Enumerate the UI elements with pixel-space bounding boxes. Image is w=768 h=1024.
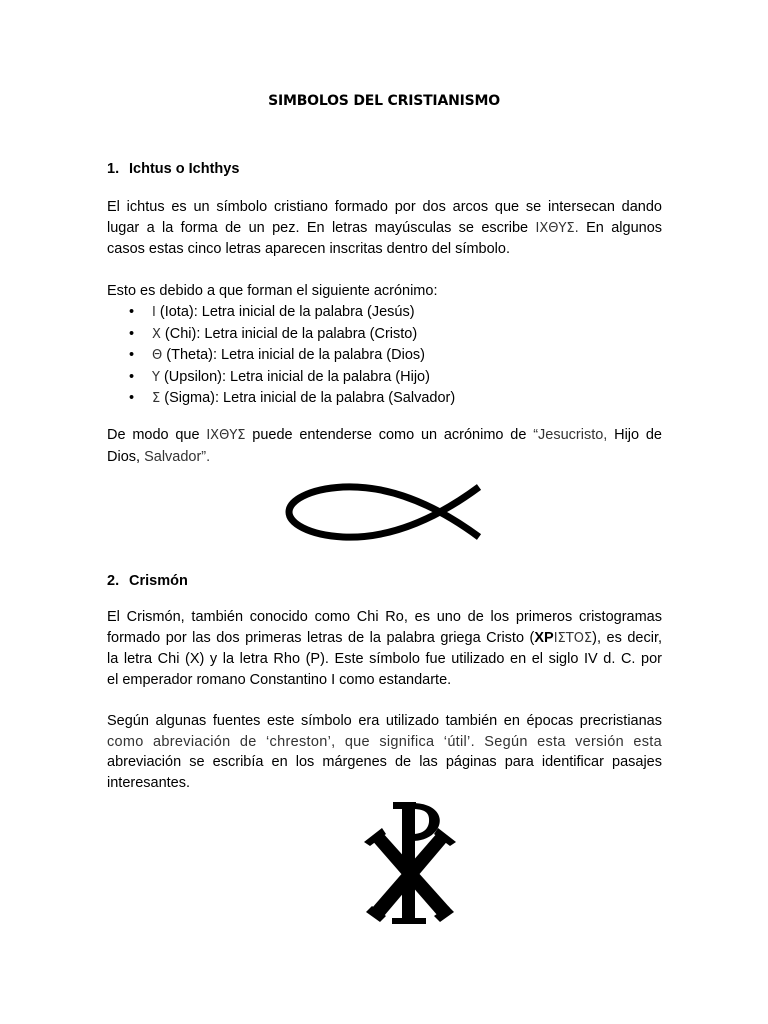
text-line	[107, 425, 662, 447]
text-run: Salvador”.	[144, 448, 211, 465]
text-run: Dios,	[107, 448, 141, 465]
list-item-text: (Theta): Letra inicial de la palabra (Dios)	[162, 347, 425, 363]
bullet-icon: •	[129, 368, 135, 385]
bullet-icon: •	[129, 390, 135, 406]
crismon-description	[107, 607, 662, 691]
section-heading-crismon	[107, 573, 188, 589]
text-line	[107, 218, 662, 240]
text-run: formado por las dos primeras letras de la palabra griega Cristo (	[107, 629, 535, 646]
greek-letter: Σ	[152, 391, 161, 406]
section-title: Ichtus o Ichthys	[129, 161, 240, 177]
bullet-icon: •	[129, 325, 135, 342]
list-item	[107, 388, 455, 410]
list-item	[107, 345, 455, 367]
text-line: la letra Chi (X) y la letra Rho (P). Este símbolo fue utilizado en el siglo IV d. C. por	[107, 651, 662, 668]
text-line: el emperador romano Constantino I como estandarte.	[107, 672, 452, 689]
text-line: El Crismón, también conocido como Chi Ro, es uno de los primeros cristogramas	[107, 609, 662, 625]
text-line	[107, 447, 662, 468]
greek-acronym: ΙΧΘΥΣ.	[535, 220, 579, 236]
section-title: Crismón	[129, 573, 188, 589]
text-run: puede entenderse como un acrónimo de	[252, 427, 527, 443]
chi-rho-icon	[362, 798, 458, 928]
list-item-text: (Upsilon): Letra inicial de la palabra (Hijo)	[159, 368, 430, 385]
greek-letter: Θ	[152, 348, 163, 363]
list-item	[107, 324, 455, 346]
greek-letter: Υ	[152, 369, 160, 385]
text-line	[107, 628, 662, 650]
text-run: Hijo de	[614, 427, 662, 443]
bullet-icon: •	[129, 347, 135, 363]
list-item-text: (Chi): Letra inicial de la palabra (Cristo)	[160, 325, 418, 342]
ichthys-fish-icon	[283, 481, 483, 543]
acronym-intro: Esto es debido a que forman el siguiente acrónimo:	[107, 283, 438, 299]
text-run: “Jesucristo,	[533, 427, 608, 443]
list-item-text: (Iota): Letra inicial de la palabra (Jesús)	[155, 304, 415, 320]
list-item	[107, 302, 455, 324]
section-number: 2.	[107, 573, 120, 589]
greek-letter: Ι	[152, 305, 156, 320]
text-run: En algunos	[586, 219, 663, 236]
acronym-meaning	[107, 425, 662, 467]
text-run: ), es decir,	[592, 629, 662, 646]
greek-word: ΙΣΤΟΣ	[553, 630, 593, 646]
text-line: casos estas cinco letras aparecen inscritas dentro del símbolo.	[107, 241, 510, 258]
text-run-bold: XP	[534, 629, 554, 646]
text-line: El ichtus es un símbolo cristiano formado por dos arcos que se intersecan dando	[107, 199, 662, 215]
ichtus-description	[107, 197, 662, 260]
text-line: como abreviación de ‘chreston’, que significa ‘útil’. Según esta versión esta	[107, 733, 662, 750]
crismon-origin	[107, 711, 662, 794]
section-number: 1.	[107, 161, 120, 177]
acronym-list	[107, 302, 455, 410]
greek-acronym: ΙΧΘΥΣ	[206, 428, 246, 443]
text-run: lugar a la forma de un pez. En letras mayúsculas se escribe	[107, 219, 529, 236]
greek-letter: Χ	[152, 326, 161, 342]
text-line: abreviación se escribía en los márgenes de las páginas para identificar pasajes	[107, 754, 662, 771]
section-heading-ichtus	[107, 161, 240, 177]
bullet-icon: •	[129, 304, 135, 320]
list-item	[107, 367, 455, 389]
text-line: Según algunas fuentes este símbolo era utilizado también en épocas precristianas	[107, 713, 662, 729]
list-item-text: (Sigma): Letra inicial de la palabra (Salvador)	[160, 390, 456, 406]
text-line: interesantes.	[107, 775, 191, 792]
page-title: SIMBOLOS DEL CRISTIANISMO	[268, 93, 500, 109]
text-run: De modo que	[107, 427, 200, 443]
